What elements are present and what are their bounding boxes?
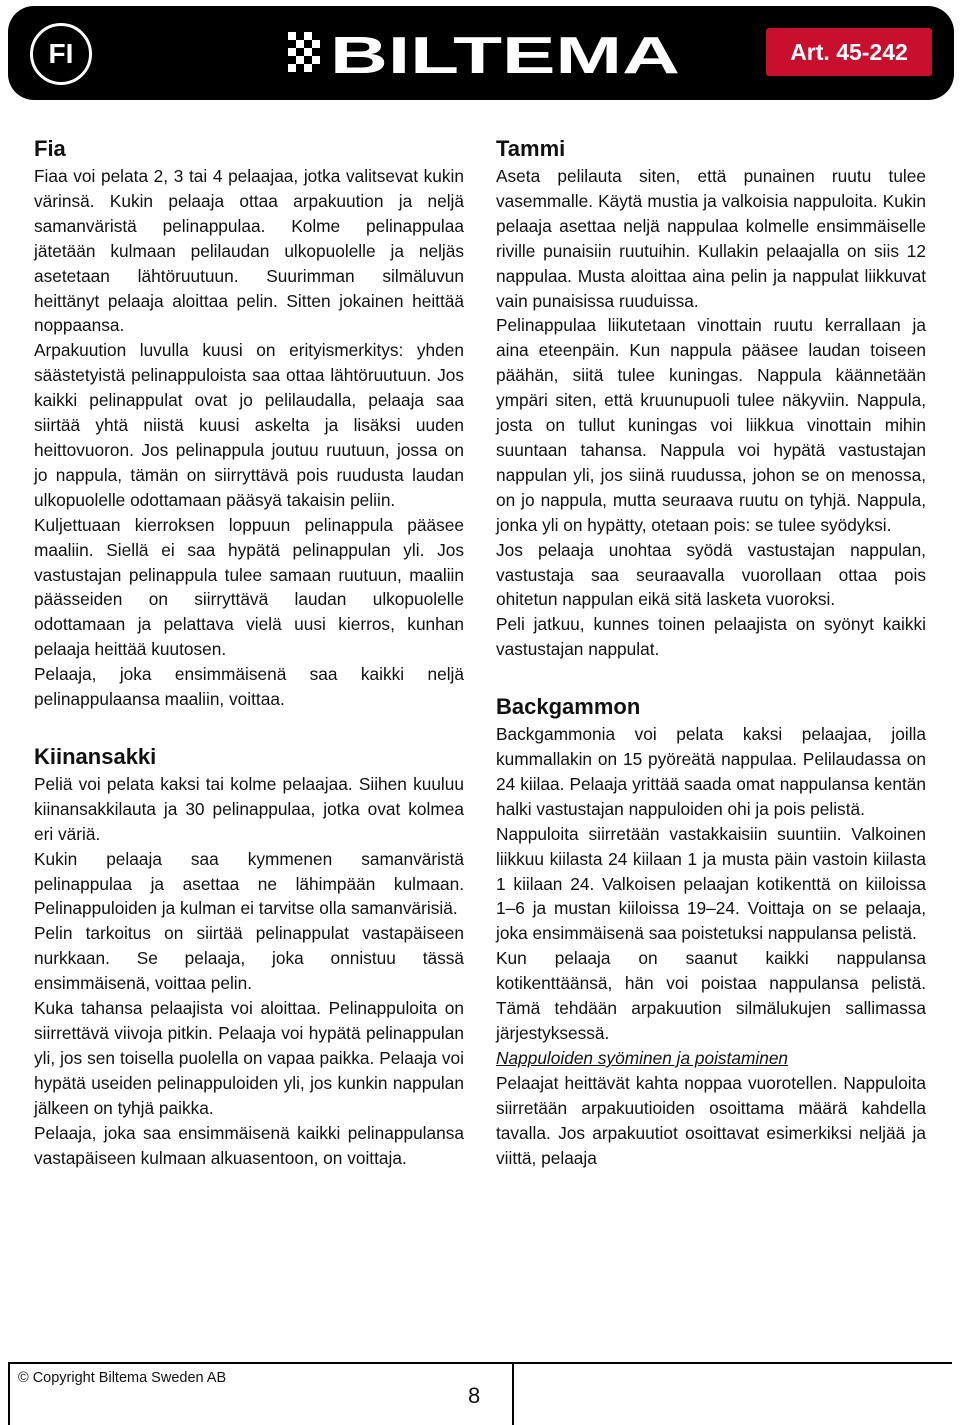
paragraph: Backgammonia voi pelata kaksi pelaajaa, joilla kummallakin on 15 pyöreätä nappulaa. Pelilaudassa on 24 kiilaa. Pelaaja yrittää saada omat nappulansa kentän halki vastustajan nappuloiden ohi ja pois pelistä.: [496, 724, 926, 819]
left-column: [34, 134, 464, 1170]
paragraph: Aseta pelilauta siten, että punainen ruutu tulee vasemmalle. Käytä mustia ja valkoisia nappuloita. Kukin pelaaja asettaa neljä nappulaa kolmelle ensimmäiselle riville punaisiin ruutuihin. Kullakin pelaajalla on siis 12 nappulaa. Musta aloittaa aina pelin ja nappulat liikkuvat vain punaisissa ruuduissa.: [496, 166, 926, 311]
paragraph: Kun pelaaja on saanut kaikki nappulansa kotikenttäänsä, hän voi poistaa nappulansa pelistä. Tämä tehdään arpakuution silmälukujen sallimassa järjestyksessä.: [496, 948, 926, 1043]
paragraph: Peli jatkuu, kunnes toinen pelaajista on syönyt kaikki vastustajan nappulat.: [496, 614, 926, 660]
paragraph: Nappuloita siirretään vastakkaisiin suuntiin. Valkoinen liikkuu kiilasta 24 kiilaan 1 ja musta päin vastoin kiilasta 1 kiilaan 24. Valkoisen pelaajan kotikenttä on kiiloissa 1–6 ja mustan kiiloissa 19–24. Voittaja on se pelaaja, joka ensimmäisenä saa poistetuksi nappulansa pelistä.: [496, 823, 926, 944]
footer-rule-left: [8, 1364, 10, 1425]
paragraph: Jos pelaaja unohtaa syödä vastustajan nappulan, vastustaja saa seuraavalla vuorollaan ottaa pois ohitetun nappulan eikä sitä lasketa vuoroksi.: [496, 539, 926, 610]
paragraph: Peliä voi pelata kaksi tai kolme pelaajaa. Siihen kuuluu kiinansakkilauta ja 30 pelinappulaa, jotka ovat kolmea eri väriä.: [34, 773, 464, 844]
paragraph: Pelaaja, joka saa ensimmäisenä kaikki pelinappulansa vastapäiseen kulmaan alkuasentoon, on voittaja.: [34, 1122, 464, 1168]
paragraph: Kukin pelaaja saa kymmenen samanväristä pelinappulaa ja asettaa ne lähimpään kulmaan. Pelinappuloiden ja kulman ei tarvitse olla samanvärisiä.: [34, 848, 464, 919]
section-title-kiinansakki: Kiinansakki: [34, 743, 157, 769]
right-column: [496, 134, 926, 1170]
paragraph: Pelinappulaa liikutetaan vinottain ruutu kerrallaan ja aina eteenpäin. Kun nappula pääsee laudan toiseen päähän, siitä tulee kuningas. Nappula käännetään ympäri siten, että kruunupuoli tulee näkyviin. Nappula, josta on tullut kuningas voi liikkua vinottain mihin suuntaan tahansa. Nappula voi hypätä vastustajan nappulan yli, jos siinä ruudussa, johon se on menossa, on jo nappula, mutta seuraava ruutu on tyhjä. Nappula, jonka yli on hypätty, otetaan pois: se tulee syödyksi.: [496, 315, 926, 535]
section-title-backgammon: Backgammon: [496, 694, 641, 720]
section-title-fia: Fia: [34, 136, 66, 161]
paragraph: Pelaajat heittävät kahta noppaa vuorotellen. Nappuloita siirretään arpakuutioiden osoittama määrä kahdella tavalla. Jos arpakuutiot osoittavat esimerkiksi neljää ja viittä, pelaaja: [496, 1072, 926, 1168]
copyright: © Copyright Biltema Sweden AB: [18, 1370, 227, 1386]
page-number: 8: [468, 1383, 481, 1408]
subheading: Nappuloiden syöminen ja poistaminen: [496, 1047, 789, 1068]
article-number: Art. 45-242: [766, 28, 932, 76]
paragraph: Kuljettuaan kierroksen loppuun pelinappula pääsee maaliin. Siellä ei saa hypätä pelinappulan yli. Jos vastustajan pelinappula tulee samaan ruutuun, maaliin päässeiden on siirryttävä laudan ulkopuolelle odottamaan ja pelattava vielä uusi kierros, kunhan pelaaja heittää kuutosen.: [34, 514, 464, 660]
section-title-tammi: Tammi: [496, 136, 566, 161]
paragraph: Pelin tarkoitus on siirtää pelinappulat vastapäiseen nurkkaan. Se pelaaja, joka onnistuu tässä ensimmäisenä, voittaa pelin.: [34, 923, 464, 994]
header-bar: [8, 6, 954, 100]
footer-rule: [8, 1362, 952, 1364]
paragraph: Arpakuution luvulla kuusi on erityismerkitys: yhden säästetyistä pelinappuloista saa ottaa lähtöruutuun. Jos kaikki pelinappulat ovat jo pelilaudalla, pelaaja saa siirtää yhtä niistä kuusi askelta ja lisäksi uuden heittovuoron. Jos pelinappula joutuu ruutuun, jossa on jo nappula, tämän on siirryttävä pois ruudusta laudan ulkopuolelle odottamaan pääsyä takaisin peliin.: [34, 340, 464, 510]
paragraph: Pelaaja, joka ensimmäisenä saa kaikki neljä pelinappulaansa maaliin, voittaa.: [34, 664, 464, 710]
paragraph: Fiaa voi pelata 2, 3 tai 4 pelaajaa, jotka valitsevat kukin värinsä. Kukin pelaaja ottaa arpakuution ja neljä samanväristä pelinappulaa. Kolme pelinappulaa jätetään kulmaan pelilaudan ulkopuolelle ja neljäs asetetaan lähtöruutuun. Suurimman silmäluvun heittänyt pelaaja aloittaa pelin. Sitten jokainen heittää noppaansa.: [34, 166, 464, 336]
paragraph: Kuka tahansa pelaajista voi aloittaa. Pelinappuloita on siirrettävä viivoja pitkin. Pelaaja voi hypätä pelinappulan yli, jos sen toisella puolella on vapaa paikka. Pelaaja voi hypätä useiden pelinappuloiden yli, jos kunkin nappulan jälkeen on tyhjä paikka.: [34, 998, 464, 1118]
brand-wordmark: BILTEMA: [330, 27, 680, 82]
footer-divider: [512, 1362, 514, 1425]
biltema-logo: [288, 26, 688, 82]
language-badge: FI: [30, 23, 92, 85]
